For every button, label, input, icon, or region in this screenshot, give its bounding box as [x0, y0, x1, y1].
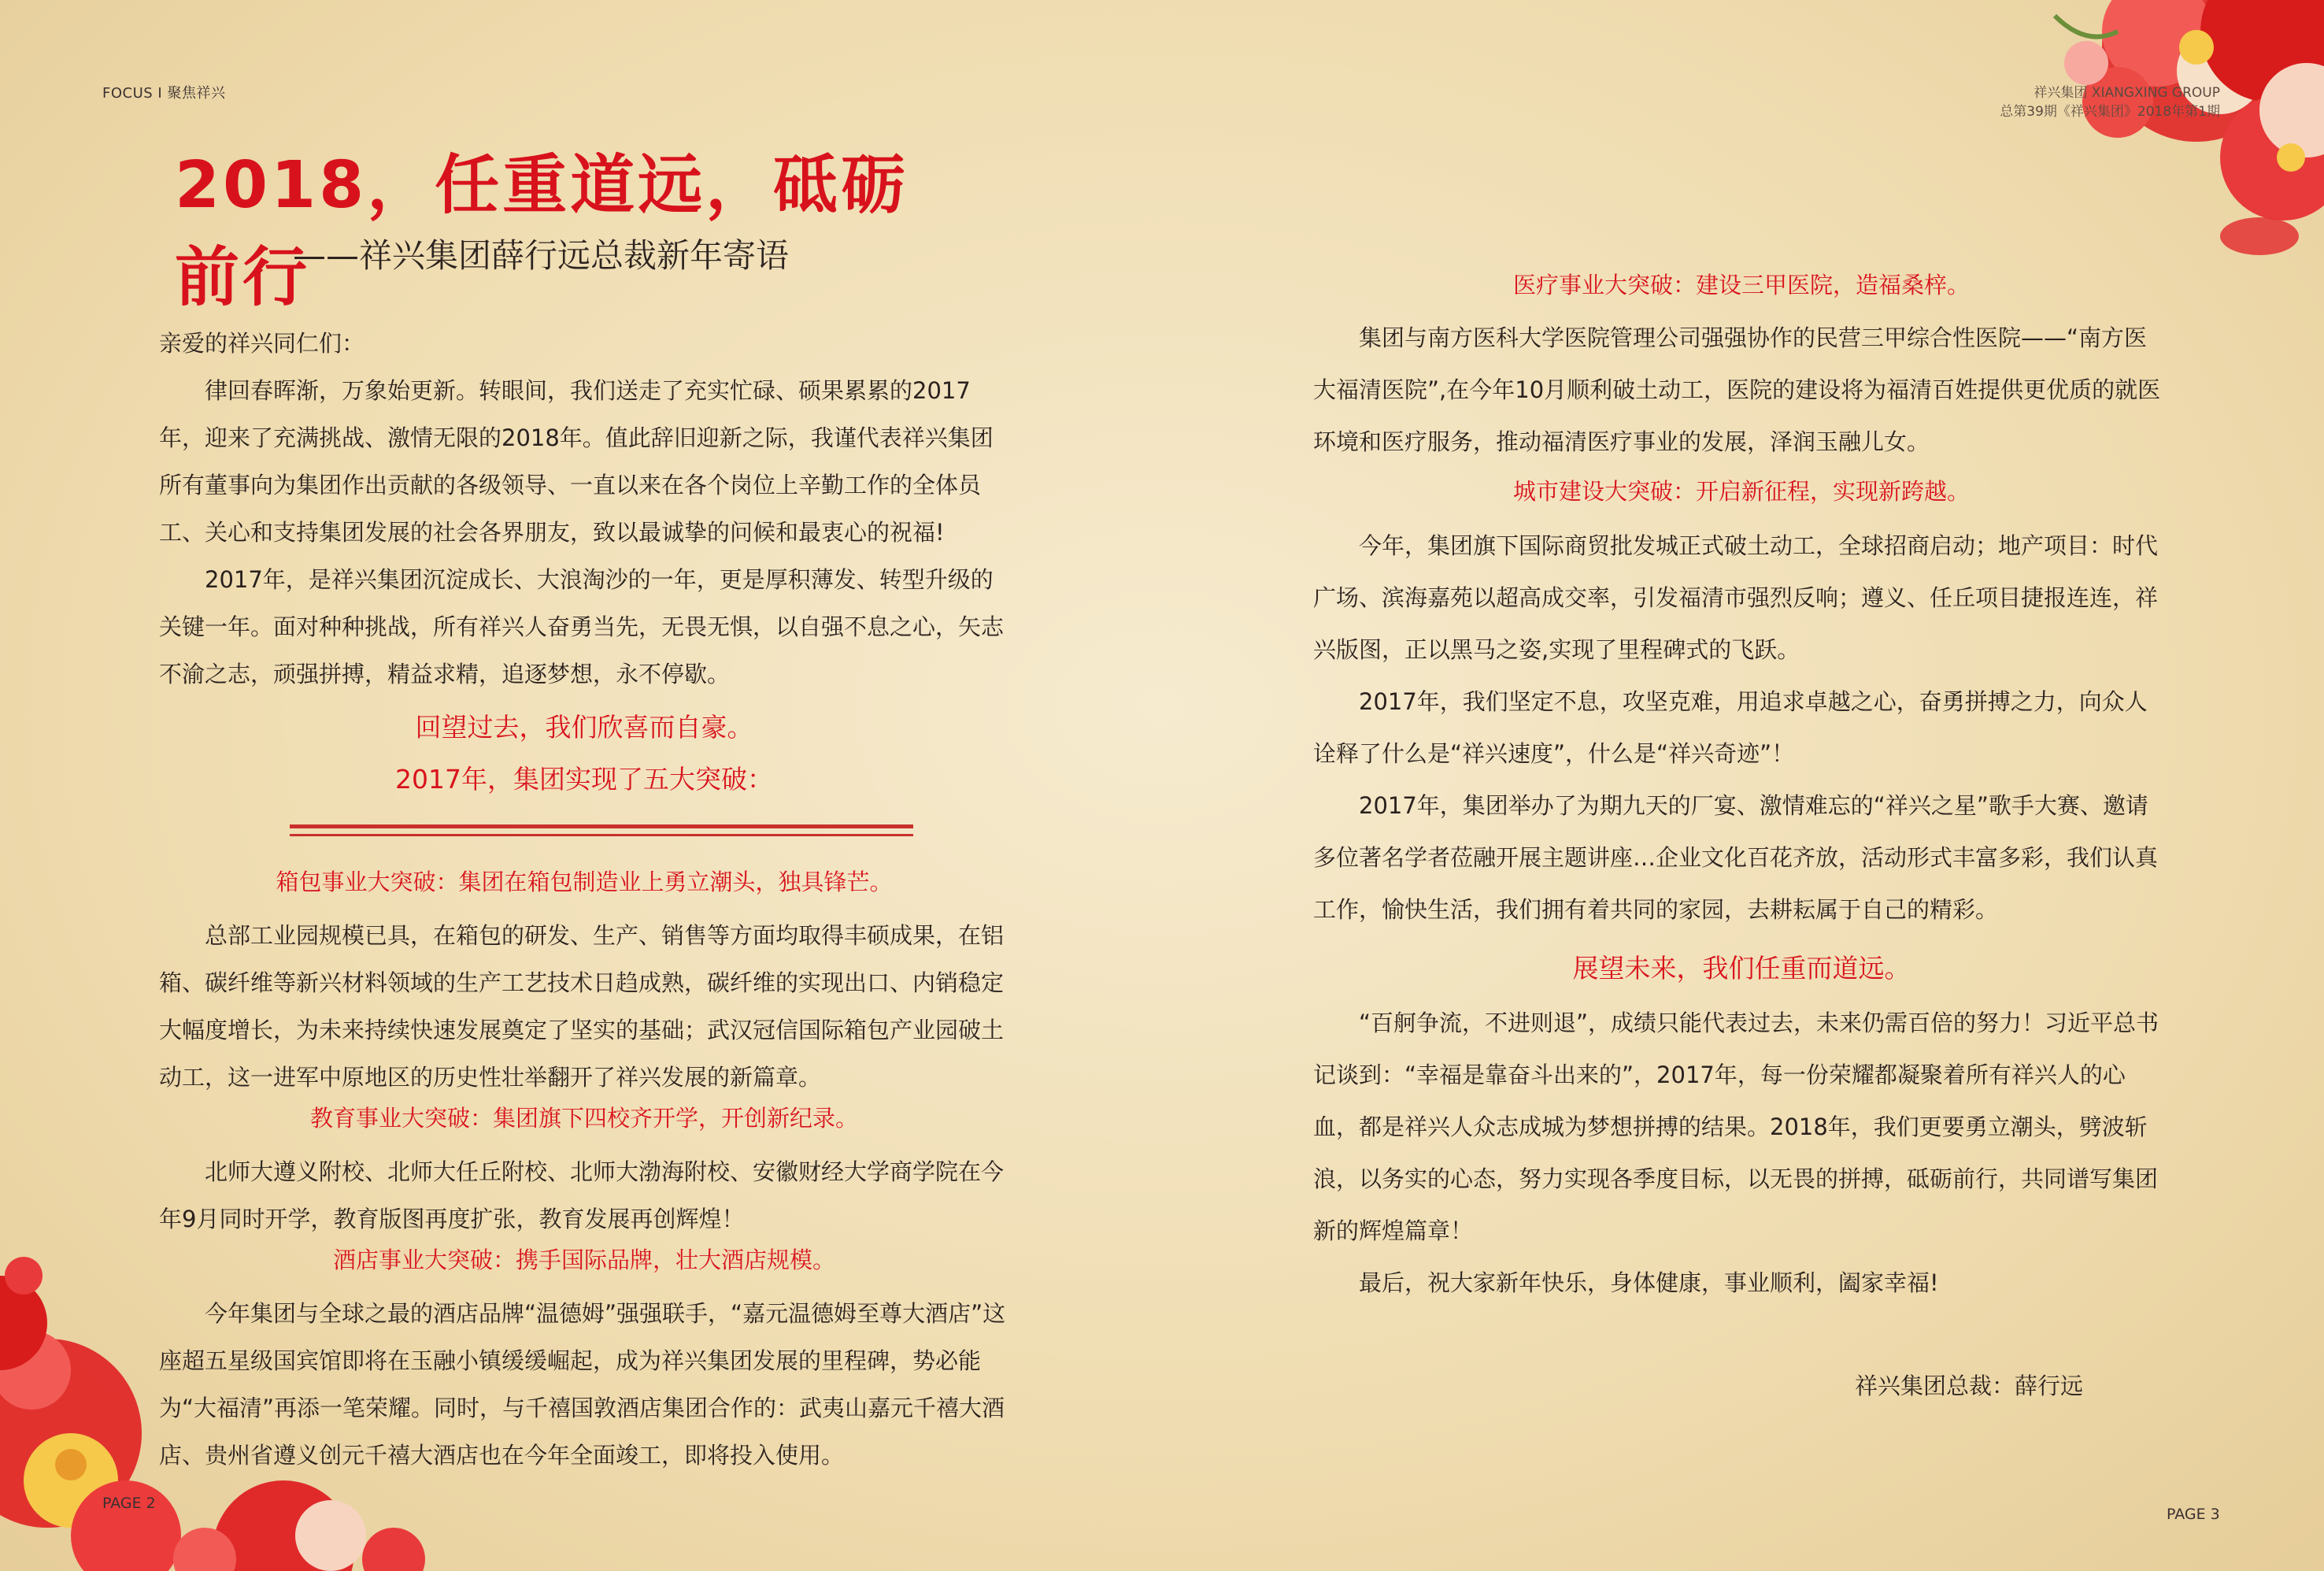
signature: 祥兴集团总裁：薛行远	[1855, 1373, 2084, 1399]
page-title: 2018，任重道远，砥砺前行	[175, 148, 909, 315]
heading-city: 城市建设大突破：开启新征程，实现新跨越。	[1512, 478, 1970, 505]
heading-future: 展望未来，我们任重而道远。	[1572, 953, 1911, 984]
heading-five-breakthroughs: 2017年，集团实现了五大突破：	[395, 764, 773, 795]
paragraph-closing: 最后，祝大家新年快乐，身体健康，事业顺利，阖家幸福!	[1359, 1269, 1939, 1296]
paragraph-city: 今年，集团旗下国际商贸批发城正式破土动工，全球招商启动；地产项目：时代广场、滨海嘉苑以超高成交率，引发福清市强烈反响；遵义、任丘项目捷报连连，祥兴版图，正以黑马之姿,实现了里程碑式的飞跃。	[1313, 532, 2159, 663]
paragraph-culture: 2017年，集团举办了为期九天的厂宴、激情难忘的“祥兴之星”歌手大赛、邀请多位著名学者莅融开展主题讲座…企业文化百花齐放，活动形式丰富多彩，我们认真工作，愉快生活，我们拥有着共同的家园，去耕耘属于自己的精彩。	[1313, 792, 2159, 923]
paragraph-2017: 2017年，是祥兴集团沉淀成长、大浪淘沙的一年，更是厚积薄发、转型升级的关键一年。面对种种挑战，所有祥兴人奋勇当先，无畏无惧，以自强不息之心，矢志不渝之志，顽强拼搏，精益求精，追逐梦想，永不停歇。	[159, 566, 1005, 687]
heading-bags: 箱包事业大突破：集团在箱包制造业上勇立潮头，独具锋芒。	[276, 869, 893, 895]
paragraph-hotel: 今年集团与全球之最的酒店品牌“温德姆”强强联手，“嘉元温德姆至尊大酒店”这座超五星级国宾馆即将在玉融小镇缓缓崛起，成为祥兴集团发展的里程碑，势必能为“大福清”再添一笔荣耀。同时，与千禧国敦酒店集团合作的：武夷山嘉元千禧大酒店、贵州省遵义创元千禧大酒店也在今年全面竣工，即将投入使用。	[159, 1300, 1006, 1469]
paragraph-medical: 集团与南方医科大学医院管理公司强强协作的民营三甲综合性医院——“南方医大福清医院”,在今年10月顺利破土动工，医院的建设将为福清百姓提供更优质的就医环境和医疗服务，推动福清医疗事业的发展，泽润玉融儿女。	[1313, 324, 2161, 455]
heading-education: 教育事业大突破：集团旗下四校齐开学，开创新纪录。	[309, 1105, 858, 1132]
group-name: 祥兴集团 XIANGXING GROUP	[2034, 85, 2220, 101]
page-number-left: PAGE 2	[102, 1495, 156, 1512]
page-number-right: PAGE 3	[2167, 1506, 2220, 1523]
issue-info: 总第39期《祥兴集团》2018年第1期	[2000, 104, 2220, 120]
peony-decoration-top-right	[1960, 0, 2324, 260]
heading-look-back: 回望过去，我们欣喜而自豪。	[415, 712, 753, 743]
heading-medical: 医疗事业大突破：建设三甲医院，造福桑梓。	[1512, 272, 1970, 298]
page-subtitle: ——祥兴集团薛行远总裁新年寄语	[293, 236, 790, 275]
paragraph-education: 北师大遵义附校、北师大任丘附校、北师大渤海附校、安徽财经大学商学院在今年9月同时开学，教育版图再度扩张，教育发展再创辉煌！	[159, 1158, 1005, 1232]
paragraph-intro: 律回春晖渐，万象始更新。转眼间，我们送走了充实忙碌、硕果累累的2017年，迎来了充满挑战、激情无限的2018年。值此辞旧迎新之际，我谨代表祥兴集团所有董事向为集团作出贡献的各级领导、一直以来在各个岗位上辛勤工作的全体员工、关心和支持集团发展的社会各界朋友，致以最诚挚的问候和最衷心的祝福!	[159, 377, 994, 546]
double-divider-line	[290, 824, 913, 839]
paragraph-speed: 2017年，我们坚定不息，攻坚克难，用追求卓越之心，奋勇拼搏之力，向众人诠释了什么是“祥兴速度”，什么是“祥兴奇迹”！	[1313, 688, 2148, 767]
greeting: 亲爱的祥兴同仁们：	[159, 330, 365, 357]
paragraph-future: “百舸争流，不进则退”，成绩只能代表过去，未来仍需百倍的努力！习近平总书记谈到：“幸福是靠奋斗出来的”，2017年，每一份荣耀都凝聚着所有祥兴人的心血，都是祥兴人众志成城为梦想拼搏的结果。2018年，我们更要勇立潮头，劈波斩浪，以务实的心态，努力实现各季度目标，以无畏的拼搏，砥砺前行，共同谱写集团新的辉煌篇章！	[1313, 1010, 2159, 1244]
section-label: FOCUS I 聚焦祥兴	[102, 85, 226, 102]
heading-hotel: 酒店事业大突破：携手国际品牌，壮大酒店规模。	[332, 1247, 835, 1273]
paragraph-bags: 总部工业园规模已具，在箱包的研发、生产、销售等方面均取得丰硕成果，在铝箱、碳纤维等新兴材料领域的生产工艺技术日趋成熟，碳纤维的实现出口、内销稳定大幅度增长，为未来持续快速发展奠定了坚实的基础；武汉冠信国际箱包产业园破土动工，这一进军中原地区的历史性壮举翻开了祥兴发展的新篇章。	[159, 922, 1005, 1091]
magazine-info	[1905, 83, 2220, 121]
